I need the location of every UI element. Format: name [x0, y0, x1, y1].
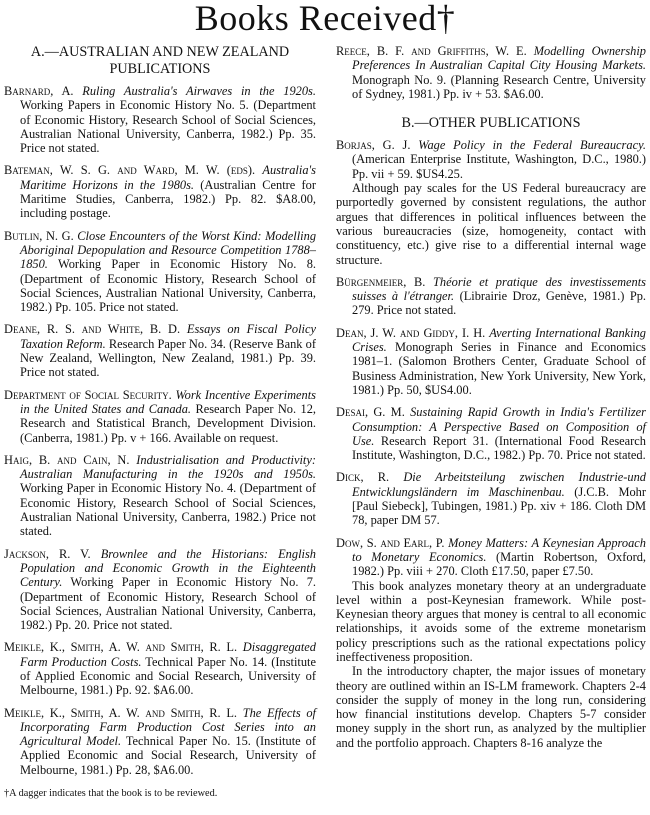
- entry: [4, 640, 316, 697]
- page-title: Books Received†: [194, 0, 456, 38]
- entry: [336, 470, 646, 527]
- entry-description: Although pay scales for the US Federal bureaucracy are purportedly governed by consistent regulations, the author argues that differences in political influences between the various bureaucracies (size, homogeneity, contact with constituency, etc.) give rise to a differential internal wage structure.: [336, 181, 646, 267]
- entry-details: Research Report 31. (International Food Research Institute, Washington, D.C., 1982.) Pp. 70. Price not stated.: [352, 433, 646, 463]
- entry-details: Working Papers in Economic History No. 5. (Department of Economic History, Research School of Social Sciences, Australian National University, Canberra, 1982.) Pp. 35. Price not stated.: [20, 98, 316, 156]
- entry-author: Borjas, G. J.: [336, 138, 411, 153]
- entry: [4, 229, 316, 315]
- entry-author: Barnard, A.: [4, 84, 74, 98]
- entry-author: Dean, J. W. and Giddy, I. H.: [336, 325, 486, 340]
- entry: [336, 405, 646, 462]
- entry-author: Meikle, K., Smith, A. W. and Smith, R. L.: [4, 705, 237, 720]
- entry: [336, 138, 646, 181]
- entry-author: Dow, S. and Earl, P.: [336, 535, 445, 550]
- entry-author: Department of Social Security.: [4, 387, 172, 402]
- entry-author: Bateman, W. S. G. and Ward, M. W. (eds).: [4, 163, 256, 178]
- entry-description: This book analyzes monetary theory at an undergraduate level within a post-Keynesian framework. While post-Keynesian theory argues that money is central to all economic relationships, it avoids some of the extreme monetarism policy prescriptions such as the rational expectations policy ineffectiveness proposition.: [336, 578, 646, 664]
- entry-title: Disaggregated Farm Production Costs.: [20, 640, 316, 669]
- entry-title: Wage Policy in the Federal Bureaucracy.: [418, 138, 646, 153]
- entry-list: [4, 84, 316, 777]
- entry-author: Butlin, N. G.: [4, 228, 74, 243]
- entry: [336, 275, 646, 318]
- entry-author: Reece, B. F. and Griffiths, W. E.: [336, 44, 527, 58]
- entry-details: (Librairie Droz, Genève, 1981.) Pp. 279. Price not stated.: [352, 289, 646, 318]
- entry: [4, 388, 316, 445]
- entry-title: Close Encounters of the Worst Kind: Modelling Aboriginal Depopulation and Resource Competition 1788–1850.: [20, 228, 317, 272]
- left-column: [4, 44, 316, 800]
- entry-author: Bürgenmeier, B.: [336, 274, 426, 289]
- entry-author: Desai, G. M.: [336, 405, 405, 420]
- entry-title: The Effects of Incorporating Farm Production Cost Series into an Agricultural Model.: [20, 705, 316, 749]
- entry: [4, 706, 316, 777]
- entry-description: In the introductory chapter, the major issues of monetary theory are outlined within an IS-LM framework. Chapters 2-4 consider the supply of money in the long run, considering how financial institutions develop. Chapters 5-7 consider money supply in the short run, as analyzed by the multiplier and the portfolio approach. Chapters 8-16 analyze the: [336, 664, 646, 750]
- entry-details: Monograph Series in Finance and Economics 1981–1. (Salomon Brothers Center, Graduate School of Business Administration, New York University, New York, 1981.) Pp. 50, $US4.00.: [352, 340, 646, 397]
- entry: [4, 163, 316, 220]
- entry-title: Sustaining Rapid Growth in India's Fertilizer Consumption: A Perspective Based on Composition of Use.: [352, 405, 646, 448]
- right-column: [336, 44, 646, 750]
- entry: [336, 536, 646, 579]
- entry: [4, 84, 316, 155]
- entry-details: Technical Paper No. 15. (Institute of Applied Economic and Social Research, University of Melbourne, 1981.) Pp. 28, $A6.00.: [20, 734, 316, 777]
- entry-title: Modelling Ownership Preferences In Australian Capital City Housing Markets.: [352, 44, 646, 73]
- entry-author: Deane, R. S. and White, B. D.: [4, 322, 181, 337]
- footnote: †A dagger indicates that the book is to be reviewed.: [4, 788, 218, 800]
- entry-details: (J.C.B. Mohr [Paul Siebeck], Tubingen, 1981.) Pp. xiv + 186. Cloth DM 78, paper DM 57.: [352, 484, 646, 528]
- entry-details: (Martin Robertson, Oxford, 1982.) Pp. viii + 270. Cloth £17.50, paper £7.50.: [352, 549, 646, 579]
- section-title-a: A.—AUSTRALIAN AND NEW ZEALAND PUBLICATIONS: [30, 44, 290, 77]
- entry: [4, 453, 316, 539]
- entry-title: Ruling Australia's Airwaves in the 1920s.: [82, 84, 316, 98]
- entry-title: Averting International Banking Crises.: [352, 325, 646, 355]
- entry: [336, 44, 646, 101]
- entry-author: Dick, R.: [336, 470, 390, 485]
- entry: [336, 326, 646, 397]
- entry-title: Théorie et pratique des investissements suisses à l'étranger.: [352, 274, 646, 304]
- section-title-b: B.—OTHER PUBLICATIONS: [401, 115, 581, 132]
- entry-author: Jackson, R. V.: [4, 546, 91, 561]
- entry-details: Working Paper in Economic History No. 7. (Department of Economic History, Research School of Social Sciences, Australian National University, Canberra, 1982.) Pp. 20. Price not stated.: [20, 575, 317, 633]
- entry-title: Work Incentive Experiments in the United States and Canada.: [20, 387, 316, 416]
- entry-title: Die Arbeitsteilung zwischen Industrie-und Entwicklungsländern im Maschinenbau.: [352, 470, 646, 499]
- entry-details: (American Enterprise Institute, Washington, D.C., 1980.) Pp. vii + 59. $US4.25.: [352, 152, 646, 181]
- entry-title: Essays on Fiscal Policy Taxation Reform.: [20, 322, 316, 351]
- entry-title: Money Matters: A Keynesian Approach to Monetary Economics.: [352, 535, 646, 564]
- entry: [4, 547, 316, 633]
- entry-title: Australia's Maritime Horizons in the 1980s.: [20, 163, 316, 192]
- entry-details: Working Paper in Economic History No. 8. (Department of Economic History, Research School of Social Sciences, Australian National University, Canberra, 1982.) Pp. 105. Price not stated.: [20, 257, 316, 315]
- entry-details: (Australian Centre for Maritime Studies, Canberra, 1982.) Pp. 82. $A8.00, including postage.: [20, 177, 316, 221]
- entry-title: Industrialisation and Productivity: Australian Manufacturing in the 1920s and 1950s.: [20, 452, 316, 482]
- entry-author: Haig, B. and Cain, N.: [4, 452, 130, 467]
- entry-details: Monograph No. 9. (Planning Research Centre, University of Sydney, 1981.) Pp. iv + 53. $A6.00.: [352, 72, 646, 101]
- entry: [4, 322, 316, 379]
- entry-details: Research Paper No. 34. (Reserve Bank of New Zealand, Wellington, New Zealand, 1981.) Pp. 39. Price not stated.: [20, 336, 316, 380]
- entry-title: Brownlee and the Historians: English Population and Economic Growth in the Eighteenth Century.: [20, 546, 316, 590]
- entry-author: Meikle, K., Smith, A. W. and Smith, R. L.: [4, 640, 238, 655]
- entry-details: Working Paper in Economic History No. 4. (Department of Economic History, Research School of Social Sciences, Australian National University, Canberra, 1982.) Price not stated.: [20, 481, 316, 539]
- entry-details: Research Paper No. 12, Research and Statistical Branch, Development Division. (Canberra, 1981.) Pp. v + 166. Available on request.: [20, 401, 316, 445]
- entry-details: Technical Paper No. 14. (Institute of Applied Economic and Social Research, University of Melbourne, 1981.) Pp. 92. $A6.00.: [20, 654, 317, 698]
